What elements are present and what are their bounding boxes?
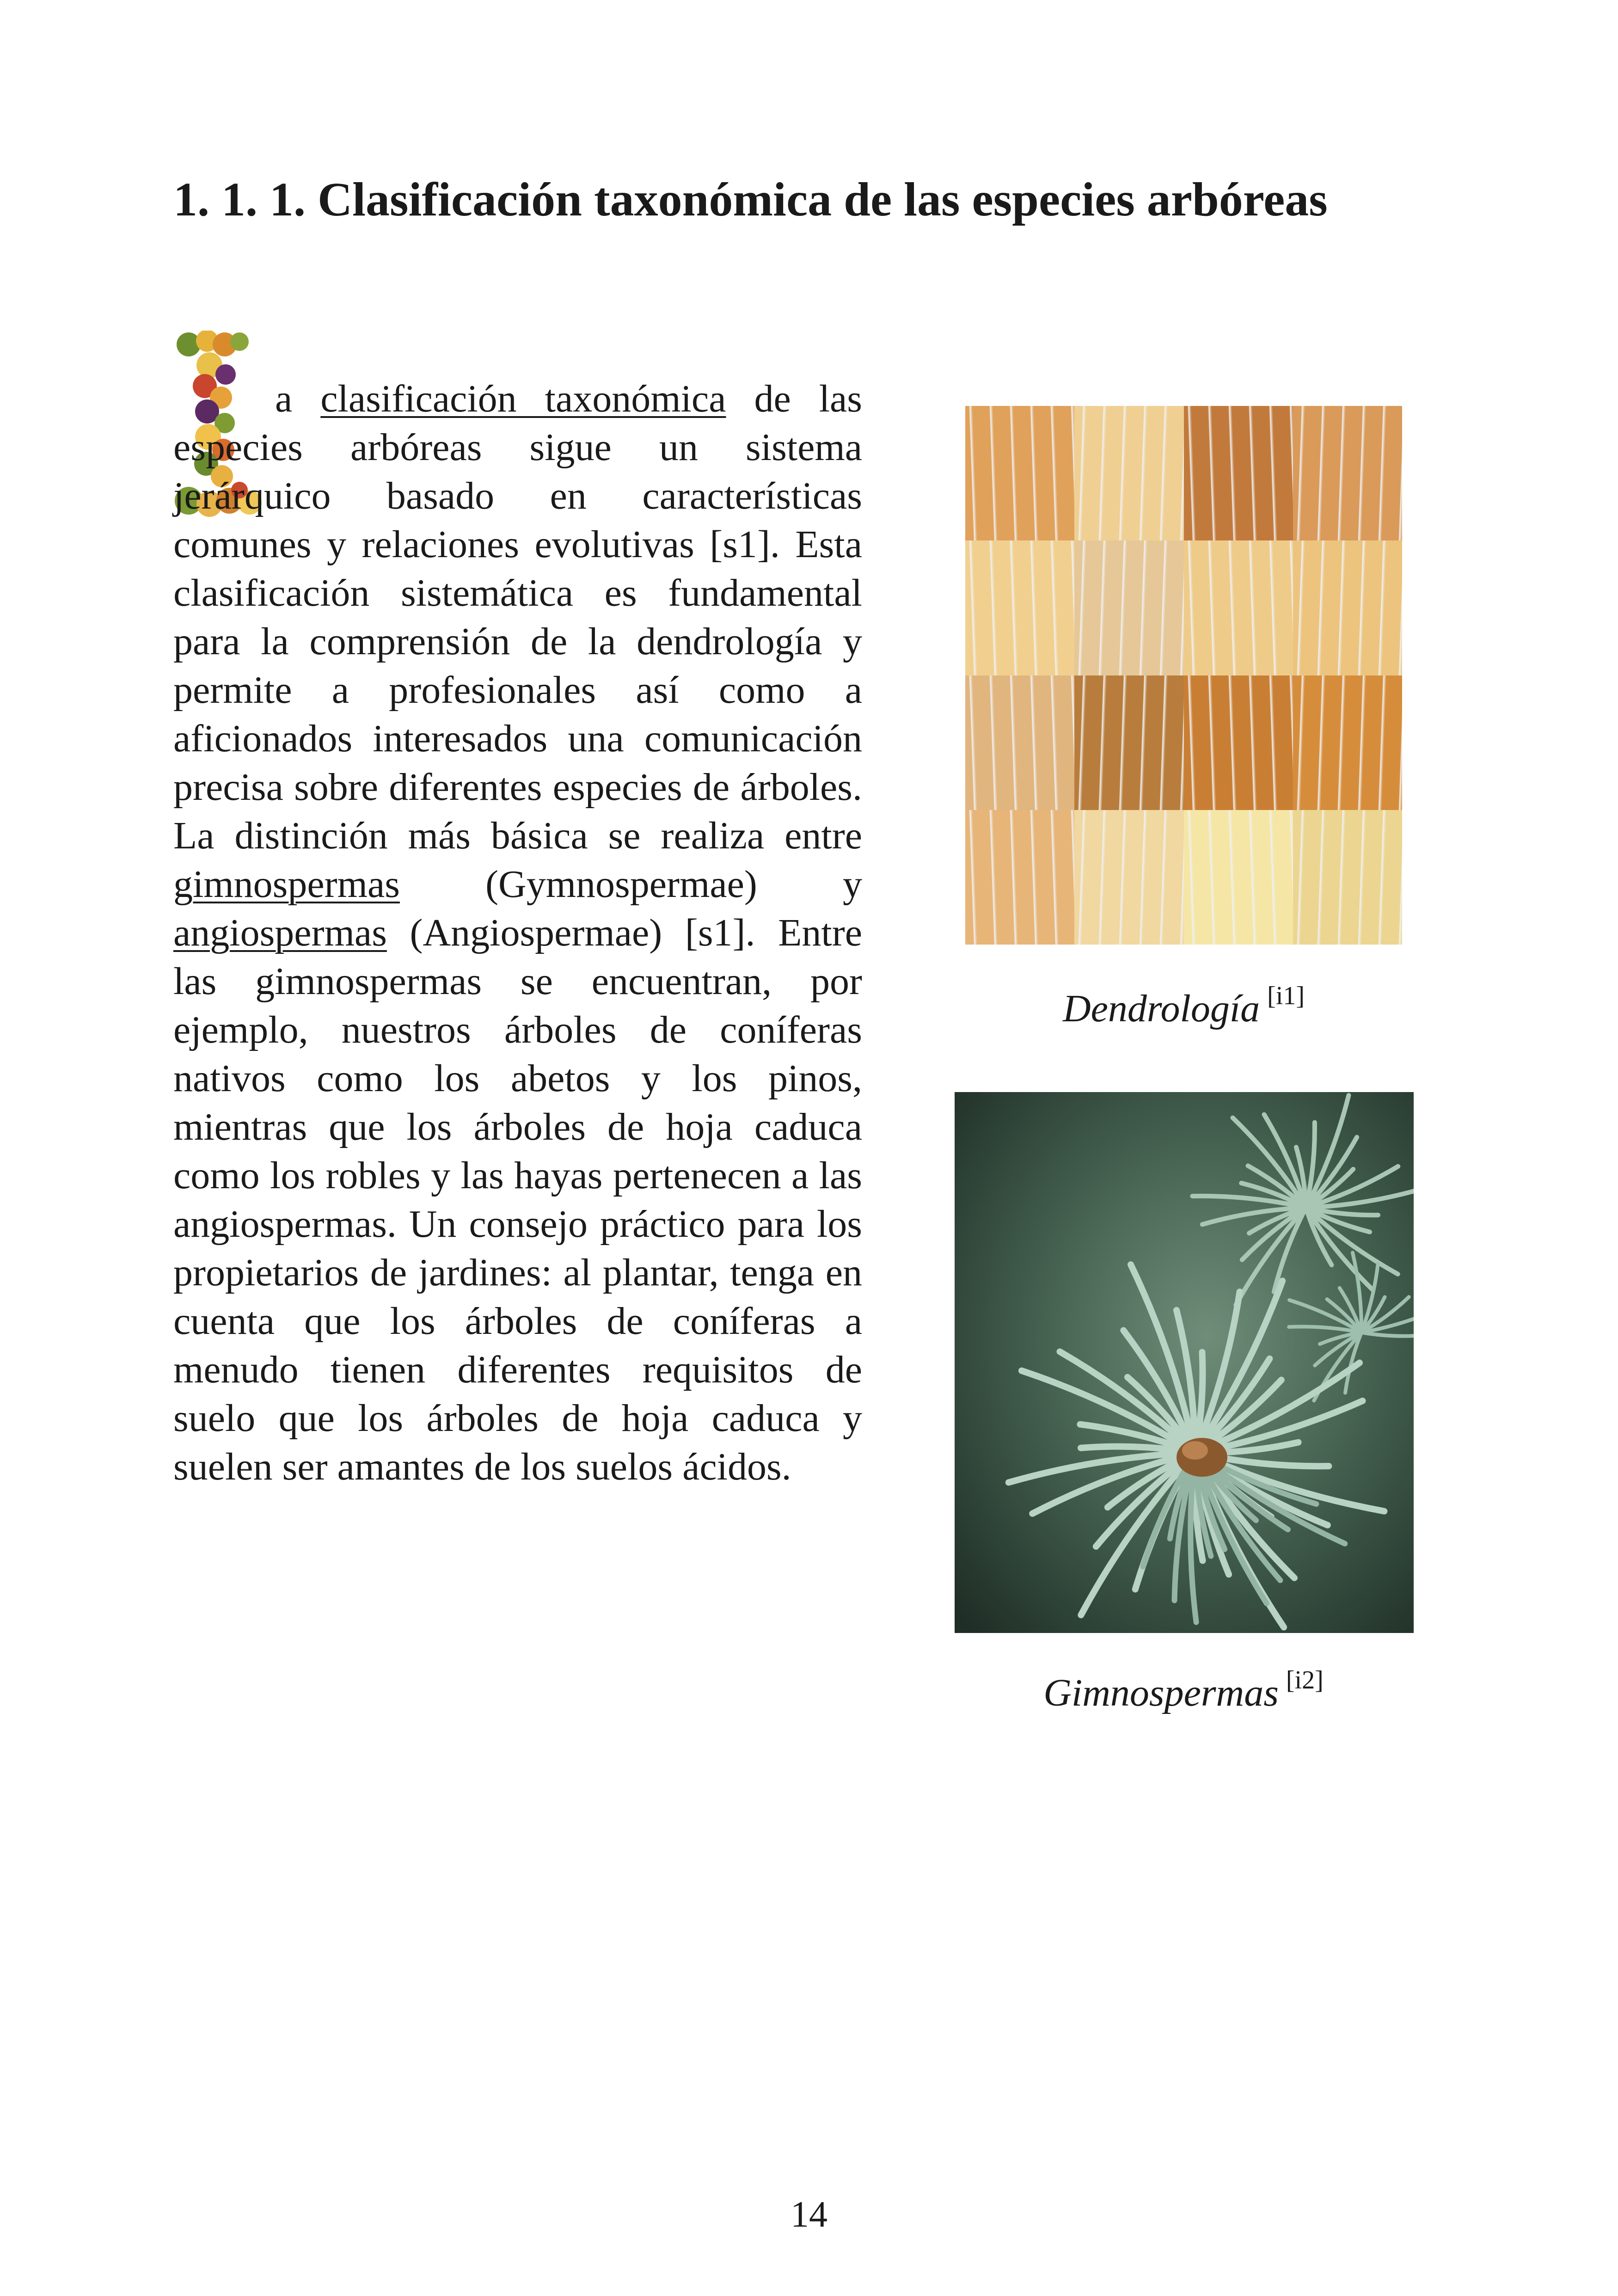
link-gimnospermas[interactable]: gimnospermas [173,863,400,906]
wood-tile [1074,406,1183,540]
link-angiospermas[interactable]: angiospermas [173,911,387,954]
wood-tile [1184,540,1293,675]
section-heading: 1. 1. 1. Clasificación taxonómica de las especies arbóreas [173,173,1328,226]
image-reference: [i2] [1286,1666,1324,1694]
wood-tile [1293,675,1402,810]
wood-tile [1074,675,1183,810]
text-segment: (Gymnospermae) y [399,863,862,906]
caption-text: Gimnospermas [1043,1671,1279,1714]
wood-tile [1293,406,1402,540]
wood-samples-image [965,406,1402,945]
wood-tile [1293,540,1402,675]
wood-tile [965,540,1074,675]
wood-tile [1293,810,1402,945]
conifer-needles-photo [955,1092,1414,1633]
wood-tile [1184,675,1293,810]
wood-tile [1074,540,1183,675]
wood-tile [1074,810,1183,945]
figure-caption-gimnospermas [955,1666,1412,1715]
caption-text: Dendrología [1062,987,1260,1030]
text-segment: (Angiospermae) [s1]. Entre las gimnospermas se encuentran, por ejemplo, nuestros árboles de coníferas nativos como los abetos y los pinos, mientras que los árboles de hoja caduca como los robles y las hayas pertenecen a las angiospermas. Un consejo práctico para los propietarios de jardines: al plantar, tenga en cuenta que los árboles de coníferas a menudo tienen diferentes requisitos de suelo que los árboles de hoja caduca y suelen ser amantes de los suelos ácidos. [173,911,862,1488]
text-segment: de las especies arbóreas sigue un sistema jerárquico basado en características comunes y relaciones evolutivas [s1]. Esta clasificación sistemática es fundamental para la comprensión de la dendrología y permite a profesionales así como a aficionados interesados una comunicación precisa sobre diferentes especies de árboles. La distinción más básica se realiza entre [173,377,862,857]
wood-tile [965,675,1074,810]
image-reference: [i1] [1267,982,1305,1010]
text-segment: a [275,377,321,420]
wood-tile [965,810,1074,945]
figure-caption-dendrologia [965,982,1402,1031]
body-paragraph [173,374,862,1491]
page-number: 14 [791,2194,827,2235]
wood-tile [1184,406,1293,540]
wood-tile [1184,810,1293,945]
wood-tile [965,406,1074,540]
link-clasificacion-taxonomica[interactable]: clasificación taxonómica [320,377,726,420]
